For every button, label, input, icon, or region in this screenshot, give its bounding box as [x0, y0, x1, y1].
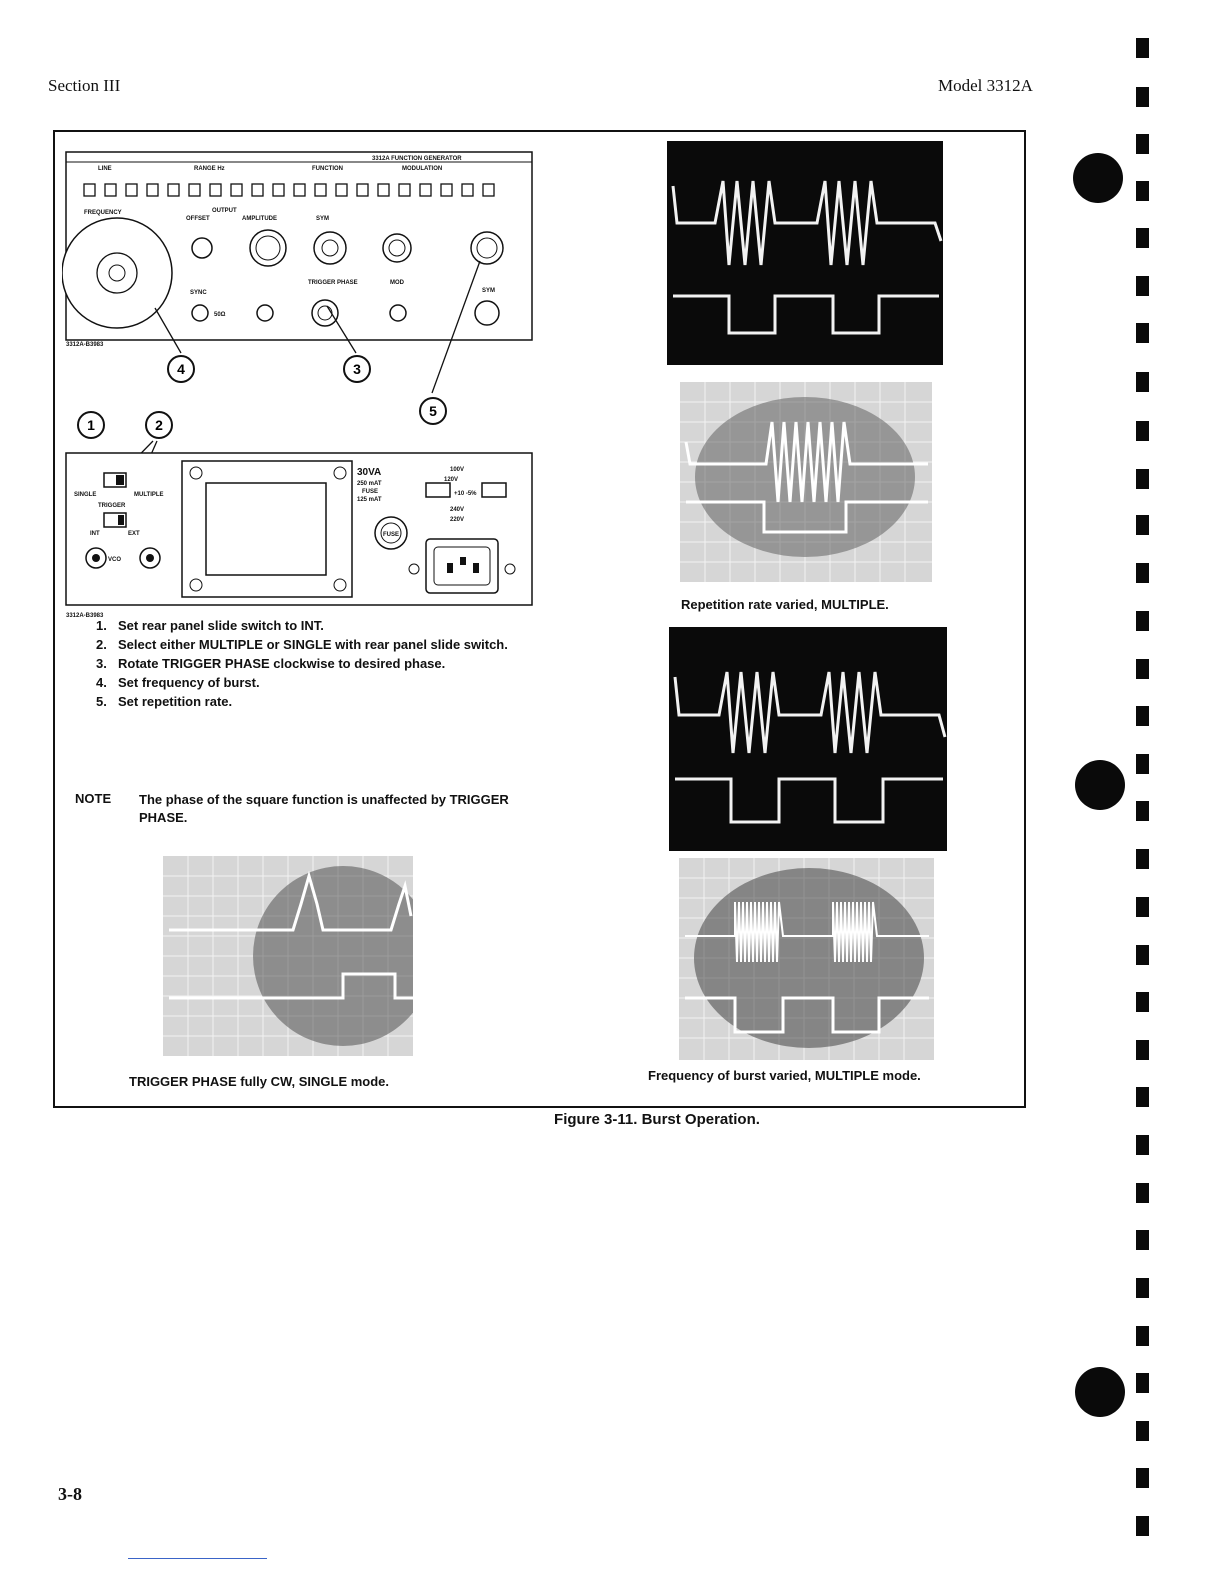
binding-hole: [1075, 1367, 1125, 1417]
svg-text:5: 5: [429, 403, 437, 419]
trigger-label: TRIGGER: [98, 503, 126, 509]
binding-hole: [1073, 153, 1123, 203]
figure-caption: Figure 3-11. Burst Operation.: [554, 1111, 760, 1128]
v240-label: 240V: [450, 507, 465, 513]
registration-mark: [1136, 1516, 1149, 1536]
registration-mark: [1136, 1135, 1149, 1155]
rating-label: 30VA: [357, 467, 382, 478]
fuse-alt-label: 125 mAT: [357, 497, 382, 503]
registration-mark: [1136, 801, 1149, 821]
scope-photo-burst-multiple-2: [669, 627, 947, 851]
registration-mark: [1136, 754, 1149, 774]
registration-mark: [1136, 228, 1149, 248]
voltage-selector-right: [482, 483, 506, 497]
note-label: NOTE: [75, 791, 112, 806]
sync-label: SYNC: [190, 290, 207, 296]
caption-burst-frequency: Frequency of burst varied, MULTIPLE mode.: [648, 1068, 921, 1083]
svg-text:2: 2: [155, 417, 163, 433]
registration-mark: [1136, 849, 1149, 869]
fuse-main-label: 250 mAT: [357, 481, 382, 487]
registration-mark: [1136, 1230, 1149, 1250]
sym-output-label: SYM: [482, 288, 496, 294]
registration-mark: [1136, 421, 1149, 441]
registration-mark: [1136, 897, 1149, 917]
scope-photo-trigger-phase: [163, 856, 413, 1056]
registration-mark: [1136, 659, 1149, 679]
registration-mark: [1136, 1326, 1149, 1346]
rear-panel-diagram: [64, 451, 536, 621]
rear-panel-part-number: 3312A-B3983: [66, 613, 104, 619]
registration-mark: [1136, 1183, 1149, 1203]
amplitude-label: AMPLITUDE: [242, 216, 277, 222]
registration-mark: [1136, 87, 1149, 107]
modulation-label: MODULATION: [402, 166, 443, 172]
frequency-label: FREQUENCY: [84, 210, 122, 216]
int-label: INT: [90, 531, 100, 537]
caption-trigger-phase: TRIGGER PHASE fully CW, SINGLE mode.: [129, 1074, 390, 1089]
svg-text:1: 1: [87, 417, 95, 433]
scope-photo-repetition-rate: [680, 382, 932, 582]
callout-1: [76, 410, 106, 440]
page-number: 3-8: [58, 1484, 82, 1504]
vco-label: VCO: [108, 557, 122, 563]
model-header: Model 3312A: [938, 76, 1033, 95]
mod-label: MOD: [390, 280, 404, 286]
trigger-phase-label: TRIGGER PHASE: [308, 280, 358, 286]
svg-text:4: 4: [177, 361, 185, 377]
output-label: OUTPUT: [212, 208, 237, 214]
procedure-steps: [96, 618, 526, 713]
callout-leaders: [62, 148, 542, 468]
callout-5: [418, 396, 448, 426]
footer-rule: [128, 1558, 267, 1559]
registration-mark: [1136, 1421, 1149, 1441]
v120-label: 120V: [444, 477, 459, 483]
range-label: RANGE Hz: [194, 166, 225, 172]
front-panel-part-number: 3312A-B3983: [66, 342, 104, 348]
registration-mark: [1136, 1278, 1149, 1298]
single-label: SINGLE: [74, 492, 97, 498]
registration-mark: [1136, 515, 1149, 535]
v220-label: 220V: [450, 517, 465, 523]
note-text: The phase of the square function is unaffected by TRIGGER PHASE.: [139, 792, 509, 825]
registration-mark: [1136, 706, 1149, 726]
step-1: 1. Set rear panel slide switch to INT.: [96, 618, 324, 633]
v100-label: 100V: [450, 467, 465, 473]
registration-mark: [1136, 276, 1149, 296]
step-3: 3. Rotate TRIGGER PHASE clockwise to desired phase.: [96, 656, 446, 671]
registration-mark: [1136, 563, 1149, 583]
front-panel-title: 3312A FUNCTION GENERATOR: [372, 156, 462, 162]
registration-mark: [1136, 1087, 1149, 1107]
callout-2: [144, 410, 174, 440]
offset-label: OFFSET: [186, 216, 210, 222]
tolerance-label: +10 -5%: [454, 491, 477, 497]
caption-repetition-rate: Repetition rate varied, MULTIPLE.: [681, 597, 889, 612]
registration-mark: [1136, 181, 1149, 201]
scope-photo-burst-frequency: [679, 858, 934, 1060]
registration-mark: [1136, 372, 1149, 392]
registration-mark: [1136, 1373, 1149, 1393]
ext-label: EXT: [128, 531, 140, 537]
fuse-label: FUSE: [362, 489, 379, 495]
registration-mark: [1136, 1040, 1149, 1060]
voltage-selector-left: [426, 483, 450, 497]
section-header: Section III: [48, 76, 121, 95]
callout-4: [166, 354, 196, 384]
multiple-label: MULTIPLE: [134, 492, 164, 498]
step-2: 2. Select either MULTIPLE or SINGLE with rear panel slide switch.: [96, 637, 508, 652]
fifty-ohm-label: 50Ω: [214, 312, 226, 318]
fuse-holder-label: FUSE: [383, 532, 400, 538]
binding-hole: [1075, 760, 1125, 810]
registration-mark: [1136, 469, 1149, 489]
sym-label: SYM: [316, 216, 330, 222]
scope-photo-burst-multiple-1: [667, 141, 943, 365]
registration-mark: [1136, 38, 1149, 58]
function-label: FUNCTION: [312, 166, 343, 172]
step-5: 5. Set repetition rate.: [96, 694, 233, 709]
registration-mark: [1136, 134, 1149, 154]
svg-text:3: 3: [353, 361, 361, 377]
registration-mark: [1136, 992, 1149, 1012]
registration-mark: [1136, 611, 1149, 631]
callout-3: [342, 354, 372, 384]
step-4: 4. Set frequency of burst.: [96, 675, 260, 690]
registration-mark: [1136, 1468, 1149, 1488]
registration-mark: [1136, 945, 1149, 965]
registration-mark: [1136, 323, 1149, 343]
line-label: LINE: [98, 166, 112, 172]
note: [75, 791, 535, 827]
